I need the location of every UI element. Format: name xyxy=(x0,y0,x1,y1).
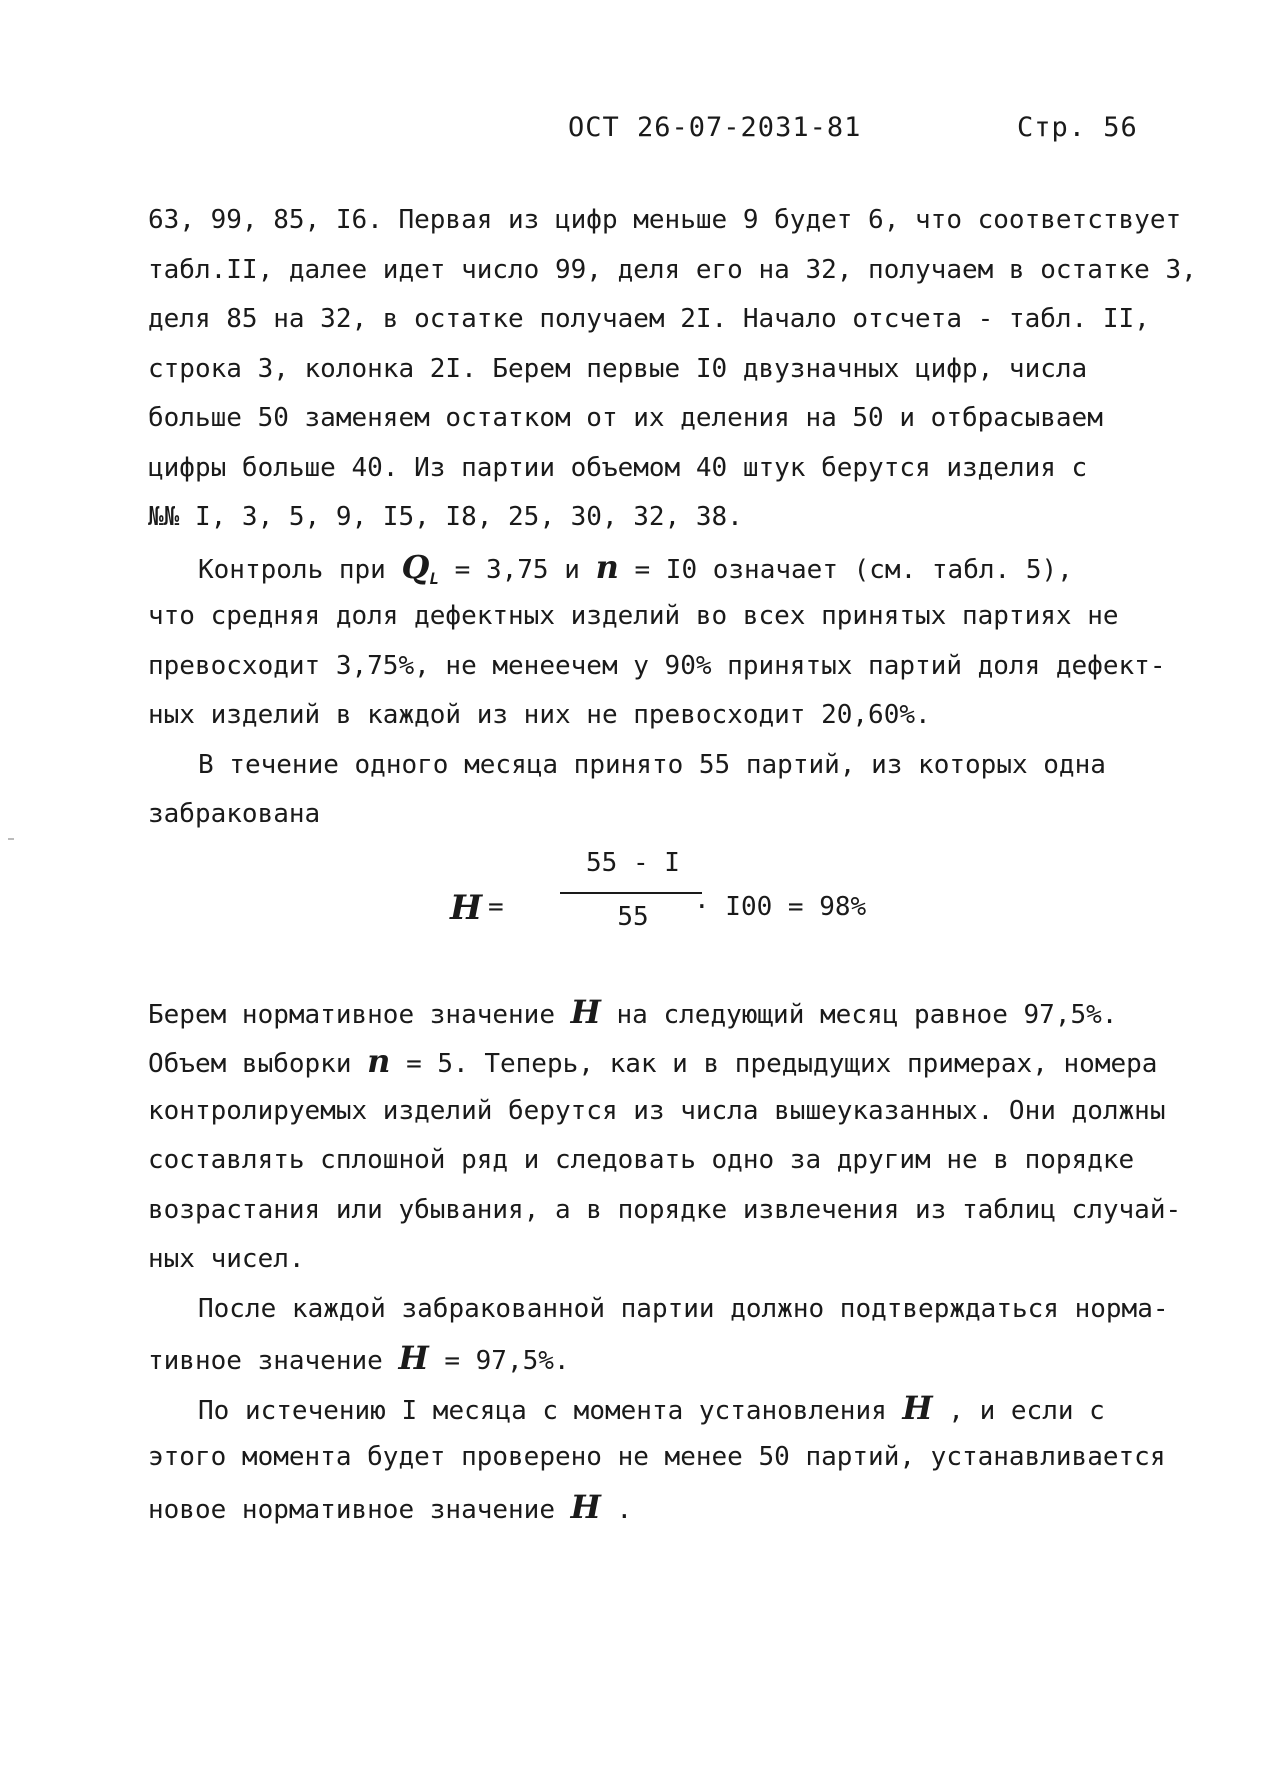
text-segment: = 5. Теперь, как и в предыдущих примерах, номера xyxy=(390,1049,1158,1079)
text-segment: = I0 означает (см. табл. 5), xyxy=(618,554,1073,585)
formula-lhs xyxy=(450,888,482,928)
paragraph-2 xyxy=(148,543,1208,741)
text-line xyxy=(148,1384,1208,1434)
text-segment: Контроль при xyxy=(198,554,402,585)
text-line xyxy=(148,1483,1208,1533)
text-line: составлять сплошной ряд и следовать одно за другим не в порядке xyxy=(148,1145,1135,1175)
text-line: этого момента будет проверено не менее 50 партий, устанавливается xyxy=(148,1442,1166,1472)
text-segment: тивное значение xyxy=(148,1346,399,1376)
symbol-h: H xyxy=(570,992,601,1031)
fraction-bar xyxy=(560,892,702,894)
text-line: ных изделий в каждой из них не превосходит 20,60%. xyxy=(148,700,931,730)
paragraph-5 xyxy=(148,1285,1208,1384)
text-line xyxy=(148,1037,1208,1087)
text-line: После каждой забракованной партии должно подтверждаться норма- xyxy=(198,1293,1169,1324)
text-line: строка 3, колонка 2I. Берем первые I0 двузначных цифр, числа xyxy=(148,353,1088,384)
text-line: возрастания или убывания, а в порядке извлечения из таблиц случай- xyxy=(148,1194,1182,1225)
text-line: больше 50 заменяем остатком от их деления на 50 и отбрасываем xyxy=(148,403,1103,433)
symbol-q-subscript: L xyxy=(429,568,440,588)
text-line: контролируемых изделий берутся из числа вышеуказанных. Они должны xyxy=(148,1095,1166,1126)
page-header xyxy=(0,112,1283,152)
text-line: забракована xyxy=(148,799,321,829)
symbol-h: H xyxy=(902,1388,933,1427)
symbol-h: H xyxy=(570,1487,601,1526)
text-line: ных чисел. xyxy=(148,1244,305,1274)
text-segment: . xyxy=(600,1494,633,1525)
symbol-h: H xyxy=(398,1339,429,1377)
symbol-n: n xyxy=(367,1042,391,1080)
paragraph-1 xyxy=(148,196,1208,543)
text-line: что средняя доля дефектных изделий во всех принятых партиях не xyxy=(148,601,1119,631)
text-segment: Объем выборки xyxy=(148,1049,368,1079)
text-line: В течение одного месяца принято 55 партий, из которых одна xyxy=(198,749,1106,780)
text-segment: новое нормативное значение xyxy=(148,1494,571,1525)
text-segment: на следующий месяц равное 97,5%. xyxy=(600,999,1118,1030)
paragraph-3 xyxy=(148,741,1208,840)
margin-mark xyxy=(8,838,14,840)
text-line: 63, 99, 85, I6. Первая из цифр меньше 9 будет 6, что соответствует xyxy=(148,205,1182,235)
text-line: №№ I, 3, 5, 9, I5, I8, 25, 30, 32, 38. xyxy=(148,502,743,532)
symbol-n: n xyxy=(595,547,619,586)
formula xyxy=(440,848,960,958)
formula-denominator: 55 xyxy=(617,902,649,932)
text-segment: Берем нормативное значение xyxy=(148,999,571,1030)
page-number: Стр. 56 xyxy=(1017,112,1138,143)
symbol-q: Q xyxy=(401,547,430,586)
text-segment: = 3,75 и xyxy=(439,554,596,585)
text-line: табл.II, далее идет число 99, деля его на 32, получаем в остатке 3, xyxy=(148,254,1197,285)
text-segment: , и если с xyxy=(932,1395,1105,1426)
formula-rhs: · I00 = 98% xyxy=(694,892,867,922)
text-line: деля 85 на 32, в остатке получаем 2I. Начало отсчета - табл. II, xyxy=(148,304,1150,334)
paragraph-6 xyxy=(148,1384,1208,1533)
text-line xyxy=(148,543,1208,593)
text-segment: = 97,5%. xyxy=(428,1346,570,1376)
document-code: ОСТ 26-07-2031-81 xyxy=(568,112,862,143)
text-line xyxy=(148,988,1208,1038)
formula-equals: = xyxy=(488,892,504,922)
symbol-h: H xyxy=(450,888,483,928)
paragraph-4 xyxy=(148,988,1208,1285)
text-line xyxy=(148,1334,1208,1384)
formula-numerator: 55 - I xyxy=(586,848,680,878)
text-line: цифры больше 40. Из партии объемом 40 штук берутся изделия с xyxy=(148,452,1088,483)
text-line: превосходит 3,75%, не менеечем у 90% принятых партий доля дефект- xyxy=(148,650,1166,681)
text-segment: По истечению I месяца с момента установления xyxy=(198,1395,903,1426)
